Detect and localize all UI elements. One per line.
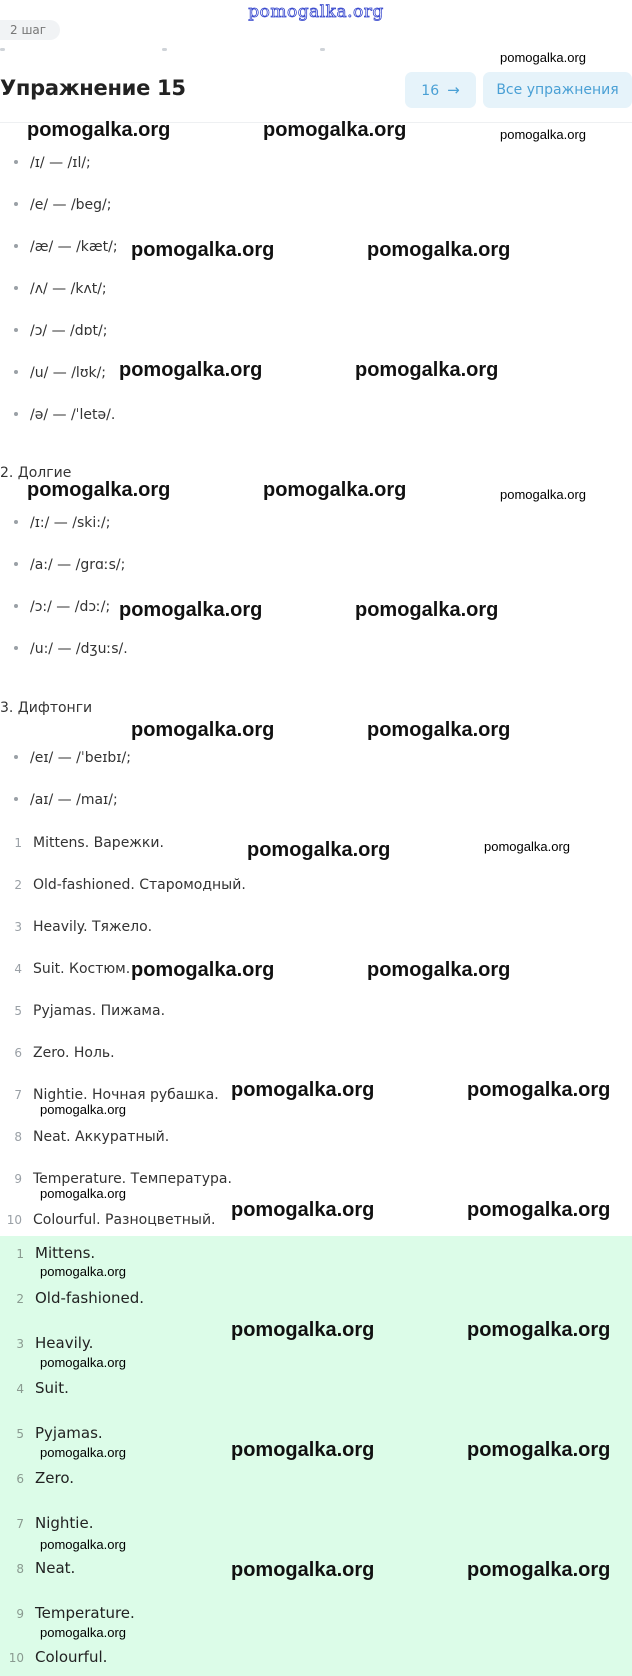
site-logo[interactable]: pomogalka.org [248,2,384,22]
watermark: pomogalka.org [131,239,275,261]
watermark: pomogalka.org [40,1102,126,1117]
bullet-icon [14,160,18,164]
step-chip: 2 шаг [0,20,60,40]
watermark: pomogalka.org [231,1199,375,1221]
answer-item: 6 Zero. [16,1469,75,1487]
watermark: pomogalka.org [484,839,570,854]
list-item: /ʌ/ — /kʌt/; [14,281,107,297]
watermark: pomogalka.org [367,239,511,261]
watermark: pomogalka.org [27,479,171,501]
bullet-icon [14,646,18,650]
translation-item: 1 Mittens. Варежки. [14,835,164,851]
bullet-icon [14,202,18,206]
translation-item: 5 Pyjamas. Пижама. [14,1003,166,1019]
list-item: /u:/ — /dʒuːs/. [14,641,128,657]
next-exercise-number: 16 [421,83,440,99]
answer-item: 10 Colourful. [8,1648,108,1666]
watermark: pomogalka.org [119,359,263,381]
bullet-icon [14,797,18,801]
translation-item: 6 Zero. Ноль. [14,1045,115,1061]
section-title-long: 2. Долгие [0,465,72,481]
watermark: pomogalka.org [131,959,275,981]
bullet-icon [14,328,18,332]
bullet-icon [14,520,18,524]
bullet-icon [14,604,18,608]
answer-item: 3 Heavily. [16,1334,94,1352]
list-item: /aɪ/ — /maɪ/; [14,792,118,808]
translation-item: 7 Nightie. Ночная рубашка. [14,1087,219,1103]
answer-item: 1 Mittens. [16,1244,96,1262]
list-item: /ɪ/ — /ɪl/; [14,155,91,171]
watermark: pomogalka.org [467,1199,611,1221]
answer-item: 7 Nightie. [16,1514,94,1532]
arrow-right-icon: → [447,81,460,99]
watermark: pomogalka.org [467,1559,611,1581]
bullet-icon [14,370,18,374]
watermark: pomogalka.org [231,1439,375,1461]
watermark: pomogalka.org [231,1319,375,1341]
watermark: pomogalka.org [40,1186,126,1201]
answer-item: 5 Pyjamas. [16,1424,103,1442]
watermark: pomogalka.org [40,1625,126,1640]
watermark: pomogalka.org [40,1445,126,1460]
watermark: pomogalka.org [263,479,407,501]
bullet-icon [14,562,18,566]
list-item: /a:/ — /grɑːs/; [14,557,125,573]
watermark: pomogalka.org [40,1537,126,1552]
watermark: pomogalka.org [119,599,263,621]
watermark: pomogalka.org [263,119,407,141]
watermark: pomogalka.org [231,1079,375,1101]
watermark: pomogalka.org [500,487,586,502]
watermark: pomogalka.org [467,1079,611,1101]
list-item: /ɪ:/ — /ski:/; [14,515,110,531]
translation-item: 8 Neat. Аккуратный. [14,1129,170,1145]
list-item: /ɔ/ — /dɒt/; [14,323,107,339]
bullet-icon [14,412,18,416]
answer-item: 9 Temperature. [16,1604,135,1622]
translation-item: 10 Colourful. Разноцветный. [6,1212,216,1228]
answer-item: 8 Neat. [16,1559,76,1577]
translation-item: 9 Temperature. Температура. [14,1171,232,1187]
watermark: pomogalka.org [231,1559,375,1581]
bullet-icon [14,286,18,290]
list-item: /æ/ — /kæt/; [14,239,118,255]
bullet-icon [14,755,18,759]
watermark: pomogalka.org [131,719,275,741]
list-item: /eɪ/ — /ˈbeɪbɪ/; [14,750,131,766]
watermark: pomogalka.org [247,839,391,861]
page-title: Упражнение 15 [0,76,186,100]
translation-item: 4 Suit. Костюм. [14,961,131,977]
list-item: /u/ — /lʊk/; [14,365,106,381]
list-item: /e/ — /beg/; [14,197,111,213]
watermark: pomogalka.org [467,1319,611,1341]
section-title-diphthongs: 3. Дифтонги [0,700,93,716]
watermark: pomogalka.org [27,119,171,141]
next-exercise-button[interactable] [405,72,476,108]
watermark: pomogalka.org [500,50,586,65]
watermark: pomogalka.org [355,599,499,621]
translation-item: 2 Old-fashioned. Старомодный. [14,877,246,893]
translation-item: 3 Heavily. Тяжело. [14,919,153,935]
bullet-icon [14,244,18,248]
watermark: pomogalka.org [355,359,499,381]
list-item: /ɔ:/ — /dɔː/; [14,599,110,615]
all-exercises-button[interactable]: Все упражнения [483,72,632,108]
list-item: /ə/ — /ˈletə/. [14,407,115,423]
answer-item: 4 Suit. [16,1379,69,1397]
watermark: pomogalka.org [40,1264,126,1279]
watermark: pomogalka.org [367,959,511,981]
watermark: pomogalka.org [500,127,586,142]
watermark: pomogalka.org [40,1355,126,1370]
watermark: pomogalka.org [467,1439,611,1461]
watermark: pomogalka.org [367,719,511,741]
answer-item: 2 Old-fashioned. [16,1289,145,1307]
